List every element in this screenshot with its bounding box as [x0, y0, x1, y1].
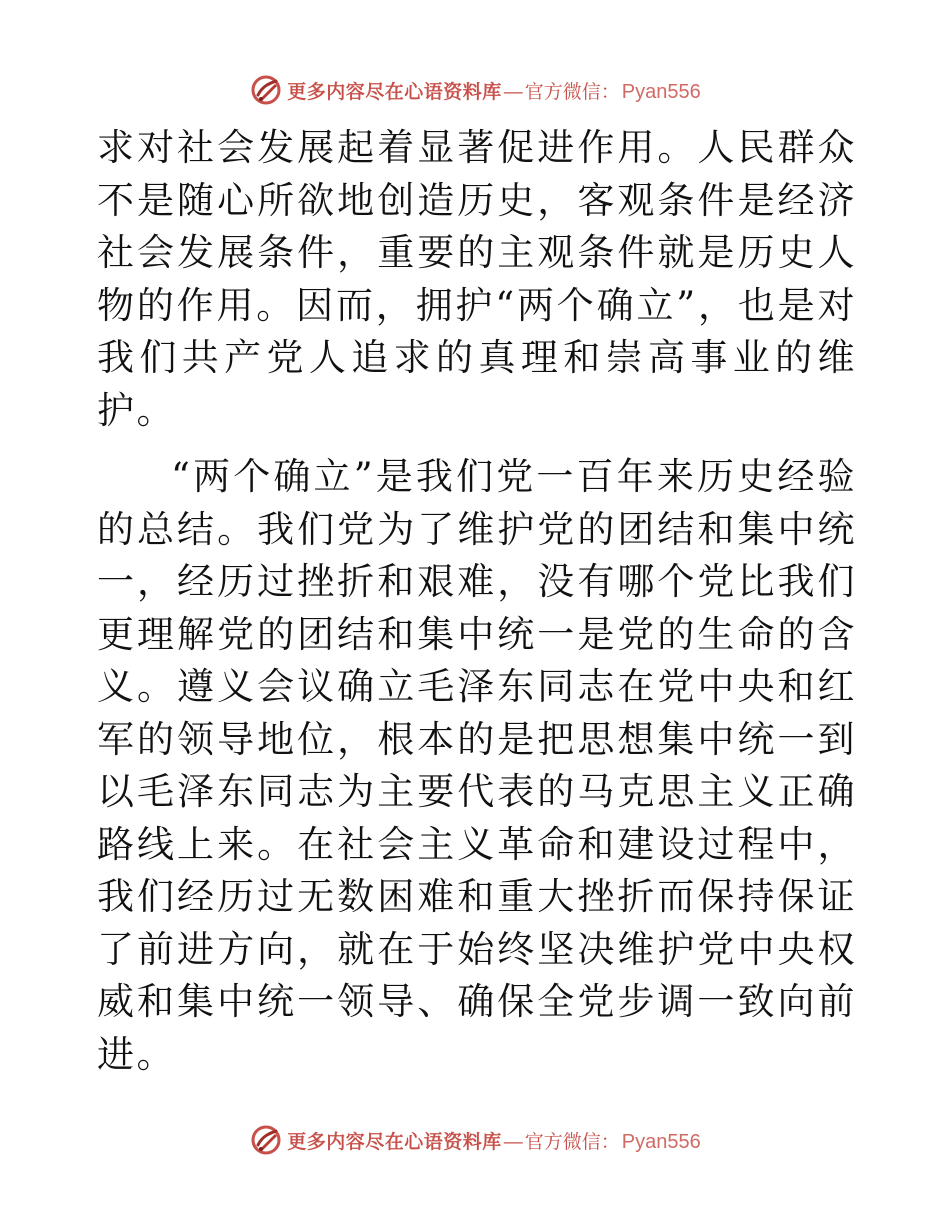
pen-swirl-logo-icon — [249, 73, 283, 107]
banner-wechat-label: 官方微信： — [524, 1130, 620, 1153]
banner-main-text: 更多内容尽在心语资料库 — [287, 80, 502, 103]
paragraph-1: 求对社会发展起着显著促进作用。人民群众不是随心所欲地创造历史，客观条件是经济社会发展条件，重要的主观条件就是历史人物的作用。因而，拥护“两个确立”，也是对我们共产党人追求的真理和崇高事业的维护。 — [97, 126, 857, 432]
banner-wechat-id: Pyan556 — [621, 1130, 701, 1153]
pen-swirl-logo-icon — [249, 1123, 283, 1157]
banner-text — [287, 77, 701, 104]
banner-main-text: 更多内容尽在心语资料库 — [287, 1130, 502, 1153]
banner-separator: — — [503, 81, 523, 103]
paragraph-2: “两个确立”是我们党一百年来历史经验的总结。我们党为了维护党的团结和集中统一，经历过挫折和艰难，没有哪个党比我们更理解党的团结和集中统一是党的生命的含义。遵义会议确立毛泽东同志在党中央和红军的领导地位，根本的是把思想集中统一到以毛泽东同志为主要代表的马克思主义正确路线上来。在社会主义革命和建设过程中，我们经历过无数困难和重大挫折而保持保证了前进方向，就在于始终坚决维护党中央权威和集中统一领导、确保全党步调一致向前进。 — [97, 455, 857, 1076]
banner-wechat-label: 官方微信： — [524, 80, 620, 103]
banner-wechat-id: Pyan556 — [621, 80, 701, 103]
banner-separator: — — [503, 1131, 523, 1153]
footer-banner — [0, 1120, 950, 1160]
banner-text — [287, 1127, 701, 1154]
header-banner — [0, 70, 950, 110]
document-body — [97, 122, 857, 1081]
